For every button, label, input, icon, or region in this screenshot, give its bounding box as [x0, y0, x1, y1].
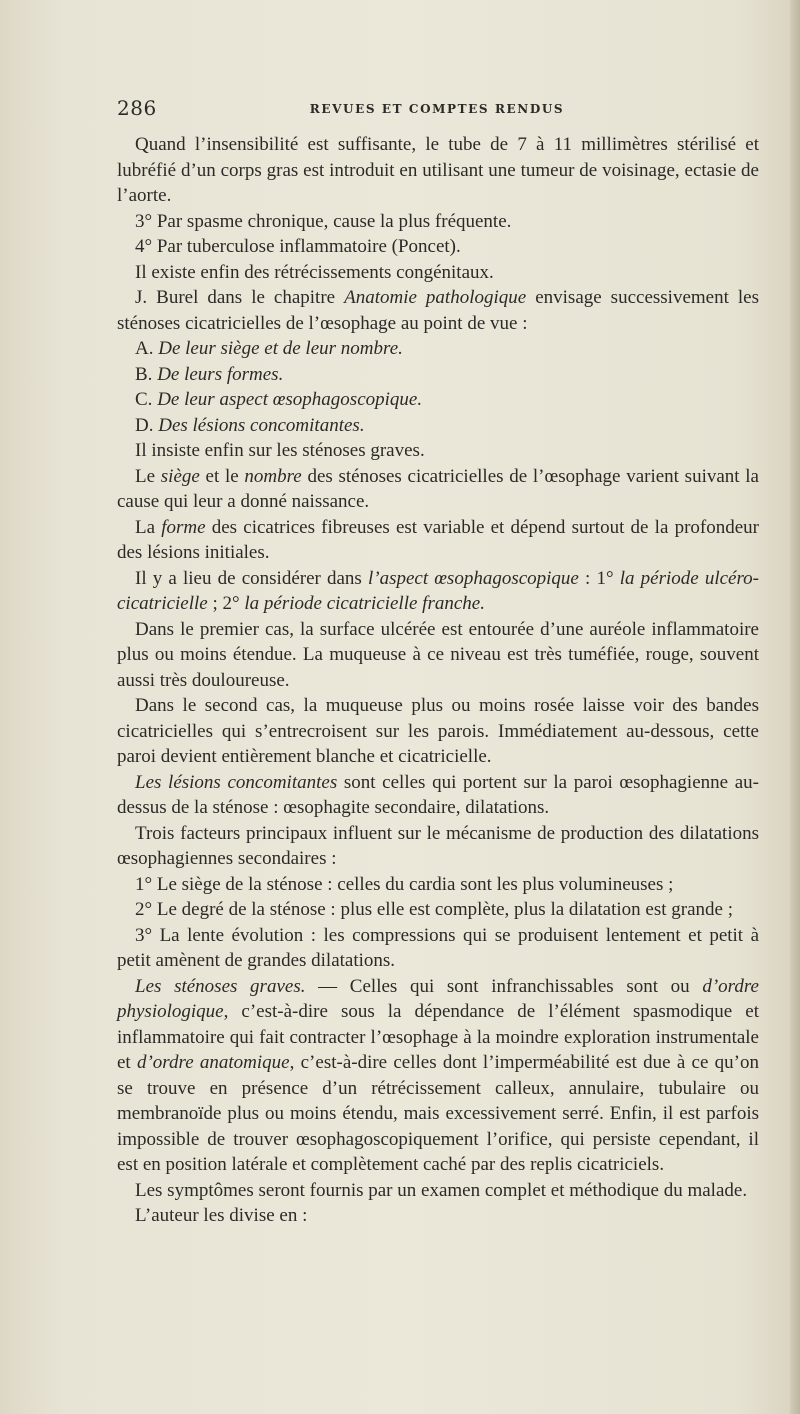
running-title: REVUES ET COMPTES RENDUS — [309, 102, 565, 116]
italic-run: l’aspect œsophagoscopique — [367, 567, 579, 589]
paragraph — [117, 566, 759, 617]
text-run: Le — [135, 465, 161, 487]
paragraph — [117, 897, 759, 923]
paragraph — [117, 464, 759, 515]
paragraph — [117, 1203, 759, 1229]
text-run: Dans le second cas, la muqueuse plus ou moins rosée laisse voir des bandes cicatricielles qui s’entrecroisent sur les parois. Immédiatement au-dessous, cette paroi devient entièrement blanche et cicatricielle. — [117, 695, 759, 767]
paragraph — [117, 234, 759, 260]
text-run: 1° Le siège de la sténose : celles du cardia sont les plus volumineuses ; — [135, 873, 674, 895]
page-header — [117, 96, 757, 120]
text-run: envisage successivement les sténoses cicatricielles de l’œsophage au point de vue : — [117, 287, 759, 334]
paragraph — [117, 974, 759, 1178]
paragraph — [117, 260, 759, 286]
text-run: 3° La lente évolution : les compressions qui se produisent lentement et petit à petit amènent de grandes dilatations. — [117, 924, 759, 971]
paragraph — [117, 438, 759, 464]
italic-run: Anatomie pathologique — [344, 287, 527, 308]
paragraph — [117, 770, 759, 821]
paragraph — [117, 413, 759, 439]
text-run: Dans le premier cas, la surface ulcérée est entourée d’une auréole inflammatoire plus ou moins étendue. La muqueuse à ce niveau est très tuméfiée, rouge, souvent aussi très douloureuse. — [117, 618, 759, 691]
text-run: 4° Par tuberculose inflammatoire (Poncet). — [135, 236, 461, 257]
paragraph — [117, 872, 759, 898]
paragraph — [117, 693, 759, 770]
italic-run: siège — [160, 465, 200, 487]
text-run: , c’est-à-dire celles dont l’imperméabilité est due à ce qu’on se trouve en présence d’un rétrécissement calleux, annulaire, tubulaire ou membranoïde plus ou moins étendu, mais excessivement serré. Enfin, il est parfois impossible de trouver œsophagoscopiquement l’orifice, qui persiste cependant, il est en position latérale et complètement caché par des replis cicatriciels. — [117, 1052, 760, 1175]
paragraph — [117, 821, 759, 872]
text-run: des sténoses cicatricielles de l’œsophage varient suivant la cause qui leur a donné naissance. — [117, 465, 759, 512]
italic-run: De leur aspect œsophagoscopique. — [157, 389, 423, 410]
text-run: L’auteur les divise en : — [135, 1205, 308, 1226]
italic-run: nombre — [244, 465, 302, 487]
text-run: La — [135, 516, 162, 538]
paragraph — [117, 336, 759, 362]
text-run: ; 2° — [207, 593, 245, 614]
text-run: Quand l’insensibilité est suffisante, le tube de 7 à 11 millimètres stérilisé et lubréfié d’un corps gras est introduit en utilisant une tumeur de voisinage, ectasie de l’aorte. — [117, 134, 759, 206]
text-run: B. — [135, 363, 158, 385]
text-run: 2° Le degré de la sténose : plus elle est complète, plus la dilatation est grande ; — [135, 899, 733, 920]
text-run: D. — [135, 414, 159, 436]
italic-run: Des lésions concomitantes. — [158, 414, 365, 436]
paragraph — [117, 285, 759, 336]
paragraph — [117, 1178, 759, 1204]
text-run: , c’est-à-dire sous la dépendance de l’élément spasmodique et inflammatoire qui fait contracter l’œsophage à la moindre exploration instrumentale et — [117, 1001, 759, 1073]
text-run: J. Burel dans le chapitre — [135, 287, 345, 308]
text-run: sont celles qui portent sur la paroi œsophagienne au-dessus de la sténose : œsophagite secondaire, dilatations. — [117, 771, 759, 818]
text-run: A. — [135, 338, 159, 359]
body-text — [117, 132, 759, 1229]
text-run: des cicatrices fibreuses est variable et dépend surtout de la profondeur des lésions initiales. — [117, 516, 759, 563]
paragraph — [117, 362, 759, 388]
text-run: — Celles qui sont infranchissables sont ou — [305, 975, 703, 997]
text-run: Il y a lieu de considérer dans — [135, 567, 368, 589]
italic-run: De leurs formes. — [157, 363, 284, 385]
text-run: 3° Par spasme chronique, cause la plus fréquente. — [135, 210, 512, 232]
italic-run: De leur siège et de leur nombre. — [158, 338, 403, 359]
italic-run: d’ordre anatomique — [136, 1052, 290, 1073]
text-run: Trois facteurs principaux influent sur le mécanisme de production des dilatations œsophagiennes secondaires : — [117, 822, 759, 869]
italic-run: forme — [161, 516, 206, 538]
italic-run: d’ordre physiologique — [117, 975, 759, 1022]
paragraph — [117, 209, 759, 235]
italic-run: la période ulcéro-cicatricielle — [117, 567, 759, 614]
text-run: Il existe enfin des rétrécissements congénitaux. — [135, 261, 494, 283]
paragraph — [117, 387, 759, 413]
text-run: C. — [135, 389, 158, 410]
text-run: : 1° — [578, 567, 620, 589]
page-number: 286 — [117, 96, 157, 120]
italic-run: Les lésions concomitantes — [135, 771, 338, 793]
text-run: et le — [199, 465, 245, 487]
text-run: Il insiste enfin sur les sténoses graves. — [135, 440, 425, 461]
paragraph — [117, 132, 759, 209]
paragraph — [117, 923, 759, 974]
paragraph — [117, 617, 759, 694]
page-edge — [790, 0, 800, 1414]
italic-run: la période cicatricielle franche. — [244, 593, 485, 614]
paragraph — [117, 515, 759, 566]
italic-run: Les sténoses graves. — [135, 975, 306, 997]
text-run: Les symptômes seront fournis par un examen complet et méthodique du malade. — [135, 1179, 748, 1201]
